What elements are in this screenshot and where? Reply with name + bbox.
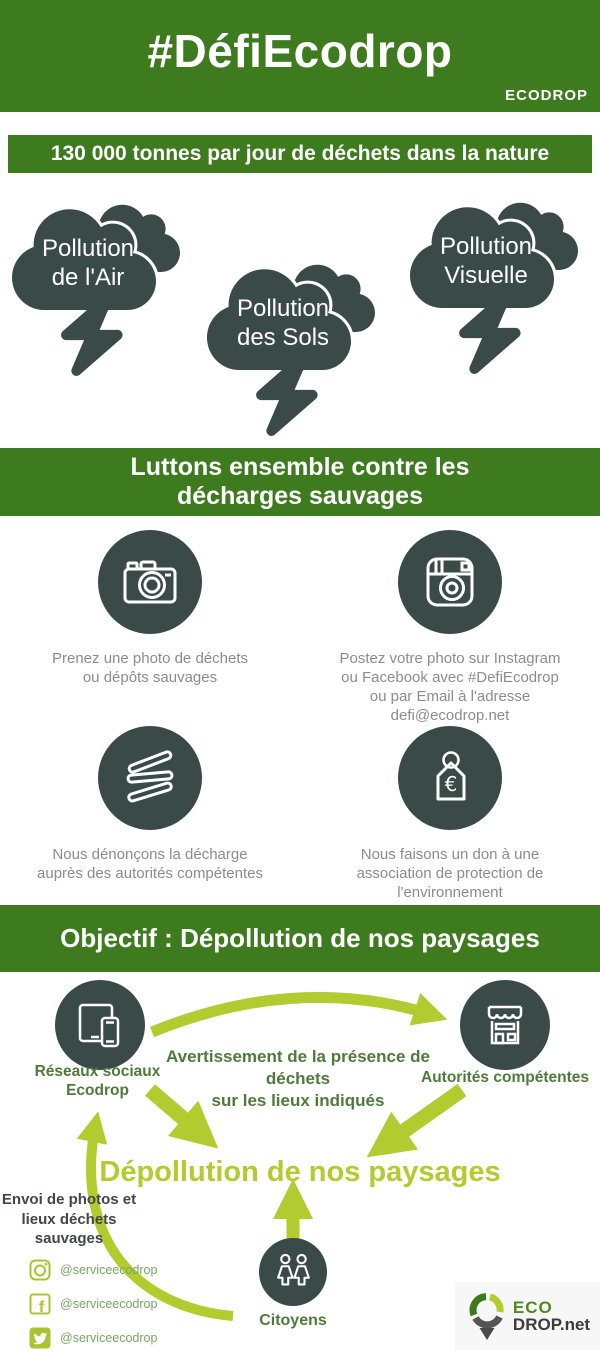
ecodrop-logo-icon <box>465 1288 509 1344</box>
step-report <box>0 715 300 905</box>
logo-text <box>513 1299 590 1334</box>
cloud-label-line2: de l'Air <box>51 264 125 291</box>
authorities-label: Autorités compétentes <box>421 1069 589 1086</box>
stat-banner-text: 130 000 tonnes par jour de déchets dans la nature <box>50 142 550 165</box>
fight-banner <box>0 448 600 516</box>
step-circle <box>398 726 502 830</box>
stat-banner <box>8 135 592 173</box>
objective-banner-text: Objectif : Dépollution de nos paysages <box>60 923 540 953</box>
pollution-cloud-air <box>8 198 188 378</box>
side-note: Envoi de photos et lieux déchets sauvages <box>1 1191 137 1247</box>
logo-drop-text: DROP.net <box>512 1315 591 1334</box>
steps-section <box>0 516 600 905</box>
fight-banner-line2: décharges sauvages <box>177 482 423 510</box>
citizens-node <box>259 1238 327 1306</box>
step-donation <box>300 715 600 905</box>
social-networks-node <box>55 980 145 1070</box>
depollution-title: Dépollution de nos paysages <box>99 1156 501 1188</box>
svg-text:f: f <box>38 1299 45 1316</box>
step-text: Nous faisons un don à une association de protection de l'environnement <box>356 846 544 902</box>
citizens-icon <box>270 1252 316 1292</box>
social-row-twitter <box>28 1326 157 1350</box>
instagram-icon <box>28 1258 52 1282</box>
step-text: Postez votre photo sur Instagram ou Facebook avec #DefiEcodrop ou par Email à l'adresse defi@ecodrop.net <box>339 650 561 725</box>
instagram-icon <box>418 550 482 614</box>
donation-tag-icon <box>418 746 482 810</box>
social-row-facebook <box>28 1292 157 1316</box>
camera-icon <box>118 550 182 614</box>
cloud-label-line1: Pollution <box>41 235 135 262</box>
step-text: Nous dénonçons la décharge auprès des autorités compétentes <box>37 846 263 883</box>
social-networks-label: Réseaux sociaux Ecodrop <box>34 1063 161 1100</box>
brand-wordmark: ECODROP <box>505 87 588 104</box>
store-icon <box>477 997 533 1053</box>
social-handle: @serviceecodrop <box>60 1331 158 1345</box>
report-icon <box>118 746 182 810</box>
pollution-cloud-sols <box>203 258 383 438</box>
cloud-label-line1: Pollution <box>236 295 330 322</box>
cloud-label-line2: des Sols <box>236 324 330 351</box>
objective-banner <box>0 905 600 972</box>
logo-eco-text: ECO <box>512 1297 553 1317</box>
social-handle: @serviceecodrop <box>60 1263 158 1277</box>
header <box>0 0 600 112</box>
cloud-label-line2: Visuelle <box>444 262 528 289</box>
citizens-label: Citoyens <box>259 1312 327 1329</box>
arc-caption: Avertissement de la présence de déchets sur les lieux indiqués <box>166 1047 430 1110</box>
page-title: #DéfiEcodrop <box>147 25 453 77</box>
storm-cloud-lightning-icon <box>406 196 586 376</box>
step-circle <box>98 530 202 634</box>
step-circle <box>98 726 202 830</box>
pollution-clouds-section <box>0 173 600 448</box>
social-handle: @serviceecodrop <box>60 1297 158 1311</box>
authorities-node <box>460 980 550 1070</box>
social-list <box>28 1258 157 1350</box>
twitter-icon <box>28 1326 52 1350</box>
cloud-label-line1: Pollution <box>439 233 533 260</box>
diagram-section <box>0 972 600 1350</box>
storm-cloud-lightning-icon <box>203 258 383 438</box>
step-post <box>300 516 600 725</box>
logo-box <box>455 1282 600 1350</box>
pollution-cloud-visuelle <box>406 196 586 376</box>
tablet-phone-icon <box>72 997 128 1053</box>
social-row-instagram <box>28 1258 157 1282</box>
step-circle <box>398 530 502 634</box>
fight-banner-line1: Luttons ensemble contre les <box>130 452 470 481</box>
arc-arrow <box>152 997 436 1032</box>
step-photo <box>0 516 300 715</box>
step-text: Prenez une photo de déchets ou dépôts sauvages <box>52 650 248 687</box>
facebook-icon <box>28 1292 52 1316</box>
storm-cloud-lightning-icon <box>8 198 188 378</box>
svg-text:€: € <box>444 772 458 796</box>
